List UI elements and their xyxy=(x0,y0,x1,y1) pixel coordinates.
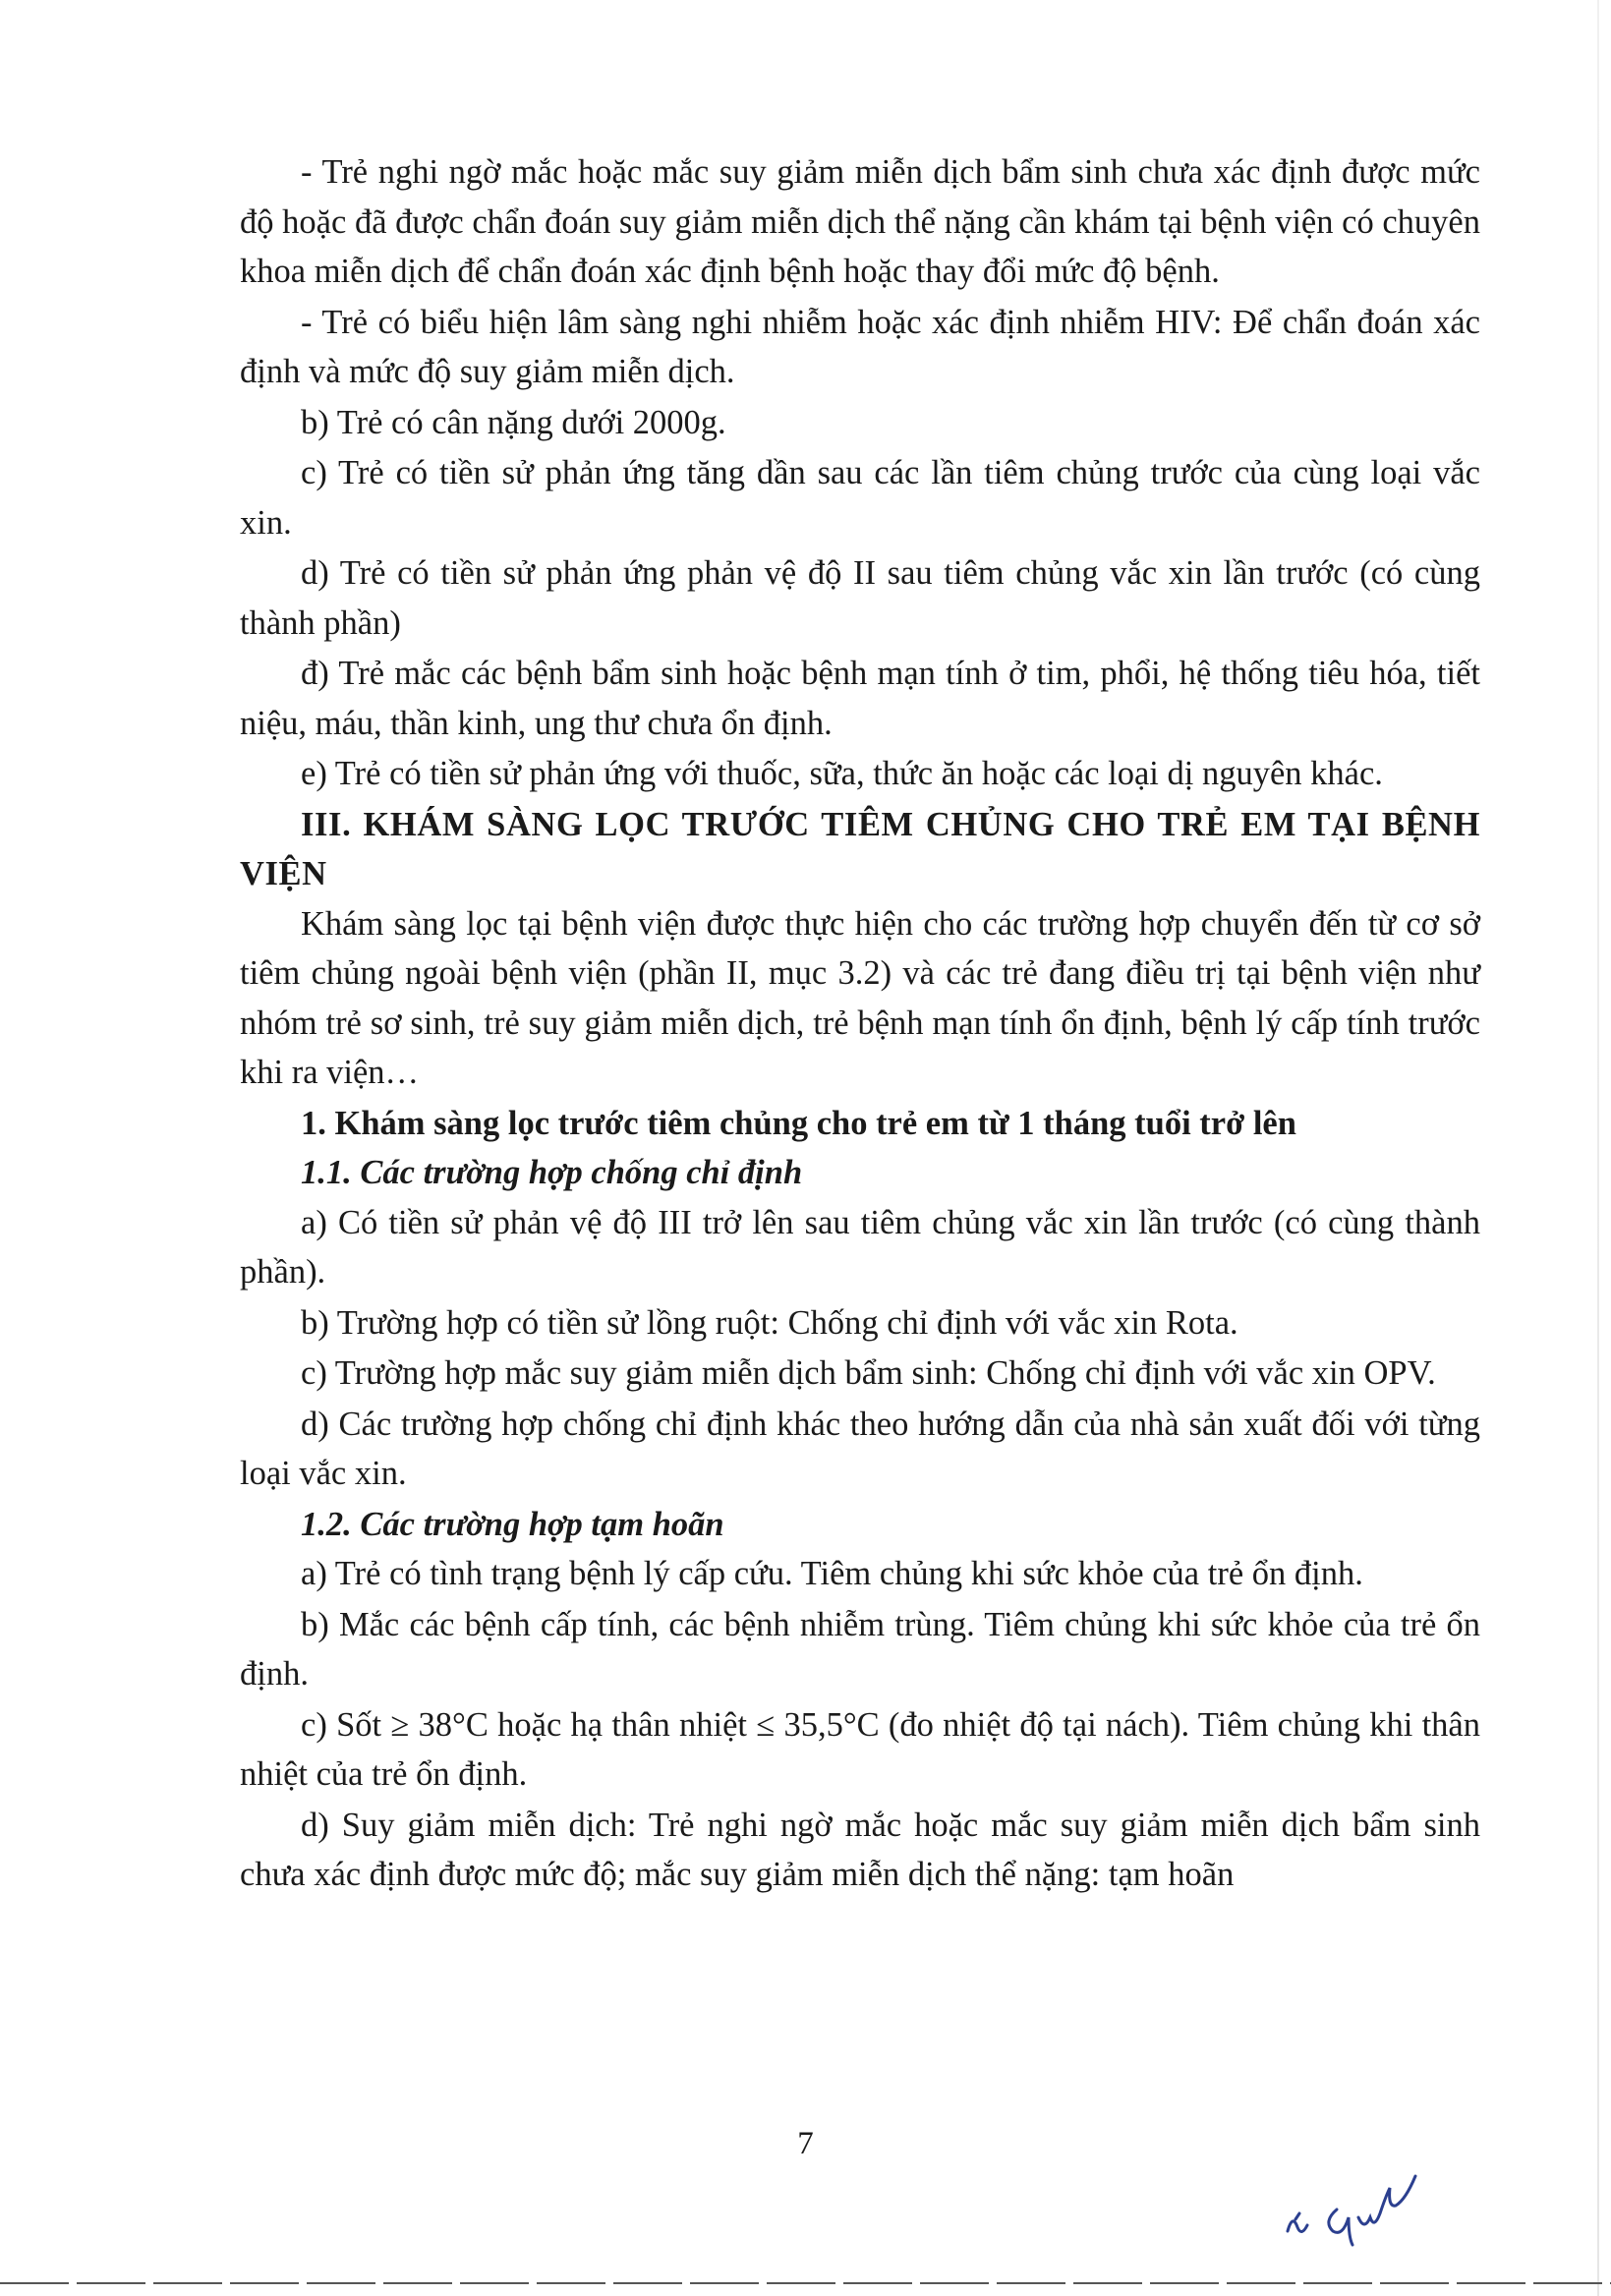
page-number: 7 xyxy=(797,2126,814,2161)
postpone-item: d) Suy giảm miễn dịch: Trẻ nghi ngờ mắc hoặc mắc suy giảm miễn dịch bẩm sinh chưa xác định được mức độ; mắc suy giảm miễn dịch thể nặng: tạm hoãn xyxy=(240,1806,1480,1893)
footer-rule xyxy=(0,2282,1611,2284)
subheading-1: 1. Khám sàng lọc trước tiêm chủng cho trẻ em từ 1 tháng tuổi trở lên xyxy=(301,1104,1296,1142)
paragraph-item-b: b) Trẻ có cân nặng dưới 2000g. xyxy=(301,403,726,441)
signature-initials xyxy=(1268,2162,1465,2251)
contraindication-item: b) Trường hợp có tiền sử lồng ruột: Chống chỉ định với vắc xin Rota. xyxy=(301,1303,1238,1342)
paragraph-item-d: d) Trẻ có tiền sử phản ứng phản vệ độ II sau tiêm chủng vắc xin lần trước (có cùng thành phần) xyxy=(240,554,1480,642)
postpone-item: a) Trẻ có tình trạng bệnh lý cấp cứu. Tiêm chủng khi sức khỏe của trẻ ổn định. xyxy=(301,1555,1363,1592)
paragraph-hiv: - Trẻ có biểu hiện lâm sàng nghi nhiễm hoặc xác định nhiễm HIV: Để chẩn đoán xác định và mức độ suy giảm miễn dịch. xyxy=(240,303,1480,390)
subheading-1-2: 1.2. Các trường hợp tạm hoãn xyxy=(301,1505,724,1543)
contraindication-item: d) Các trường hợp chống chỉ định khác theo hướng dẫn của nhà sản xuất đối với từng loại vắc xin. xyxy=(240,1405,1480,1492)
postpone-item: b) Mắc các bệnh cấp tính, các bệnh nhiễm trùng. Tiêm chủng khi sức khỏe của trẻ ổn định. xyxy=(240,1605,1480,1693)
contraindication-item: c) Trường hợp mắc suy giảm miễn dịch bẩm sinh: Chống chỉ định với vắc xin OPV. xyxy=(301,1354,1436,1392)
contraindication-item: a) Có tiền sử phản vệ độ III trở lên sau tiêm chủng vắc xin lần trước (có cùng thành phần). xyxy=(240,1203,1480,1291)
paragraph-item-e: e) Trẻ có tiền sử phản ứng với thuốc, sữa, thức ăn hoặc các loại dị nguyên khác. xyxy=(301,755,1383,792)
page-edge xyxy=(1597,0,1599,2296)
paragraph-item-c: c) Trẻ có tiền sử phản ứng tăng dần sau các lần tiêm chủng trước của cùng loại vắc xin. xyxy=(240,454,1480,542)
paragraph-immunodeficiency: - Trẻ nghi ngờ mắc hoặc mắc suy giảm miễn dịch bẩm sinh chưa xác định được mức độ hoặc đã được chẩn đoán suy giảm miễn dịch thể nặng cần khám tại bệnh viện có chuyên khoa miễn dịch để chẩn đoán xác định bệnh hoặc thay đổi mức độ bệnh. xyxy=(240,153,1480,290)
section-intro: Khám sàng lọc tại bệnh viện được thực hiện cho các trường hợp chuyển đến từ cơ sở tiêm chủng ngoài bệnh viện (phần II, mục 3.2) và các trẻ đang điều trị tại bệnh viện như nhóm trẻ sơ sinh, trẻ suy giảm miễn dịch, trẻ bệnh mạn tính ổn định, bệnh lý cấp tính trước khi ra viện… xyxy=(240,904,1480,1091)
paragraph-item-dd: đ) Trẻ mắc các bệnh bẩm sinh hoặc bệnh mạn tính ở tim, phổi, hệ thống tiêu hóa, tiết niệu, máu, thần kinh, ung thư chưa ổn định. xyxy=(240,655,1480,742)
subheading-1-1: 1.1. Các trường hợp chống chỉ định xyxy=(301,1154,803,1191)
section-heading: III. KHÁM SÀNG LỌC TRƯỚC TIÊM CHỦNG CHO TRẺ EM TẠI BỆNH VIỆN xyxy=(240,805,1480,892)
postpone-item: c) Sốt ≥ 38°C hoặc hạ thân nhiệt ≤ 35,5°C (đo nhiệt độ tại nách). Tiêm chủng khi thân nhiệt của trẻ ổn định. xyxy=(240,1705,1480,1793)
document-body xyxy=(240,147,1480,1901)
